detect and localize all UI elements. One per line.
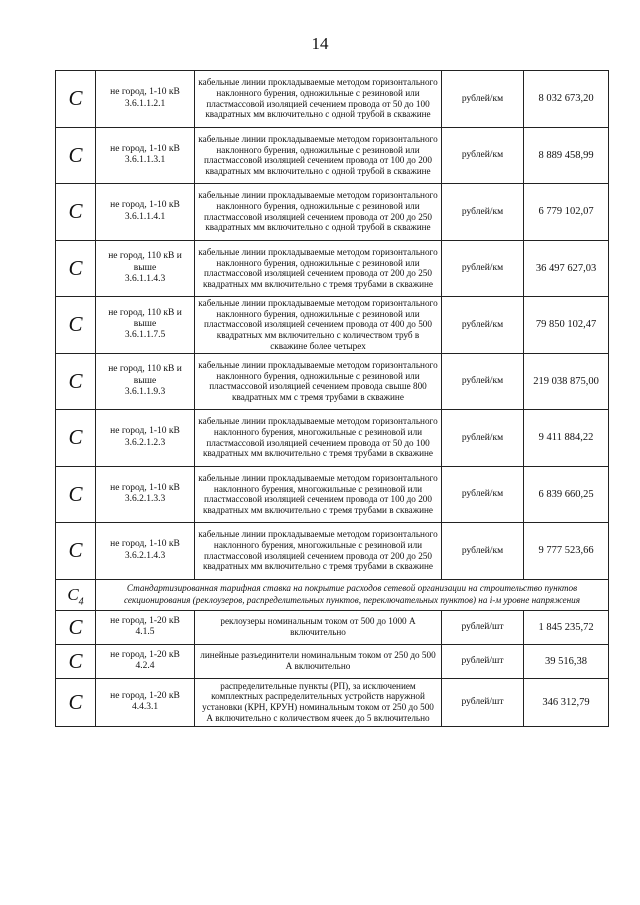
rate-value: 79 850 102,47	[524, 297, 609, 354]
rate-unit: рублей/шт	[442, 610, 524, 644]
rate-code-cell: не город, 1-10 кВ 3.6.2.1.3.3	[96, 466, 195, 523]
rate-code-cell: не город, 1-20 кВ 4.4.3.1	[96, 678, 195, 726]
rate-description: реклоузеры номинальным током от 500 до 1000 А включительно	[195, 610, 442, 644]
rate-symbol: C	[56, 610, 96, 644]
table-row	[56, 466, 609, 523]
table-row	[56, 240, 609, 297]
rate-description: кабельные линии прокладываемые методом горизонтального наклонного бурения, одножильные с резиновой или пластмассовой изоляцией сечением провода от 100 до 200 квадратных мм включительно с одной трубой в скважине	[195, 127, 442, 184]
rate-code-cell: не город, 1-20 кВ 4.1.5	[96, 610, 195, 644]
rate-value: 219 038 875,00	[524, 353, 609, 410]
rate-symbol: C	[56, 644, 96, 678]
rate-description: распределительные пункты (РП), за исключением комплектных распределительных устройств наружной установки (КРН, КРУН) номинальным током от 250 до 500 А включительно с количеством ячеек до 5 включительно	[195, 678, 442, 726]
rate-code-cell: не город, 1-10 кВ 3.6.2.1.2.3	[96, 410, 195, 467]
rate-value: 8 032 673,20	[524, 71, 609, 128]
rate-value: 36 497 627,03	[524, 240, 609, 297]
rate-code-cell: не город, 110 кВ и выше 3.6.1.1.4.3	[96, 240, 195, 297]
rate-description: кабельные линии прокладываемые методом горизонтального наклонного бурения, многожильные с резиновой или пластмассовой изоляцией сечением провода от 200 до 250 квадратных мм включительно с тремя трубами в скважине	[195, 523, 442, 580]
table-row	[56, 610, 609, 644]
table-row	[56, 297, 609, 354]
rate-value: 346 312,79	[524, 678, 609, 726]
section-symbol: $C_4$	[56, 579, 96, 610]
rate-code-cell: не город, 1-10 кВ 3.6.1.1.2.1	[96, 71, 195, 128]
rate-code-cell: не город, 110 кВ и выше 3.6.1.1.9.3	[96, 353, 195, 410]
rate-unit: рублей/км	[442, 410, 524, 467]
rate-value: 6 779 102,07	[524, 184, 609, 241]
rate-code-cell: не город, 1-10 кВ 3.6.1.1.3.1	[96, 127, 195, 184]
rate-unit: рублей/км	[442, 523, 524, 580]
rate-unit: рублей/км	[442, 353, 524, 410]
rate-symbol: C	[56, 184, 96, 241]
rate-symbol: C	[56, 127, 96, 184]
tariff-table	[55, 70, 609, 727]
rate-value: 6 839 660,25	[524, 466, 609, 523]
table-row	[56, 410, 609, 467]
page-number: 14	[311, 34, 329, 53]
rate-description: кабельные линии прокладываемые методом горизонтального наклонного бурения, многожильные с резиновой или пластмассовой изоляцией сечением провода от 100 до 200 квадратных мм включительно с тремя трубами в скважине	[195, 466, 442, 523]
rate-unit: рублей/км	[442, 240, 524, 297]
table-row	[56, 71, 609, 128]
table-row	[56, 523, 609, 580]
rate-unit: рублей/км	[442, 184, 524, 241]
rate-description: кабельные линии прокладываемые методом горизонтального наклонного бурения, многожильные с резиновой или пластмассовой изоляцией сечением провода от 50 до 100 квадратных мм включительно с тремя трубами в скважине	[195, 410, 442, 467]
rate-value: 9 777 523,66	[524, 523, 609, 580]
table-row	[56, 678, 609, 726]
rate-code-cell: не город, 1-10 кВ 3.6.1.1.4.1	[96, 184, 195, 241]
rate-symbol: C	[56, 71, 96, 128]
rate-symbol: C	[56, 297, 96, 354]
table-row	[56, 127, 609, 184]
table-row	[56, 184, 609, 241]
rate-code-cell: не город, 1-20 кВ 4.2.4	[96, 644, 195, 678]
section-symbol-subscript: 4	[78, 595, 84, 607]
table-row	[56, 353, 609, 410]
rate-symbol: C	[56, 466, 96, 523]
rate-description: кабельные линии прокладываемые методом горизонтального наклонного бурения, одножильные с резиновой или пластмассовой изоляцией сечением провода от 50 до 100 квадратных мм включительно с одной трубой в скважине	[195, 71, 442, 128]
rate-unit: рублей/км	[442, 127, 524, 184]
rate-unit: рублей/км	[442, 466, 524, 523]
rate-description: кабельные линии прокладываемые методом горизонтального наклонного бурения, одножильные с резиновой или пластмассовой изоляцией сечением провода от 200 до 250 квадратных мм включительно с одной трубой в скважине	[195, 184, 442, 241]
rate-symbol: C	[56, 523, 96, 580]
rate-code-cell: не город, 110 кВ и выше 3.6.1.1.7.5	[96, 297, 195, 354]
rate-code-cell: не город, 1-10 кВ 3.6.2.1.4.3	[96, 523, 195, 580]
rate-unit: рублей/шт	[442, 644, 524, 678]
rate-value: 8 889 458,99	[524, 127, 609, 184]
rate-description: кабельные линии прокладываемые методом горизонтального наклонного бурения, одножильные с резиновой или пластмассовой изоляцией сечением провода от 400 до 500 квадратных мм включительно с количеством труб в скважине более четырех	[195, 297, 442, 354]
rate-symbol: C	[56, 410, 96, 467]
rate-description: линейные разъединители номинальным током от 250 до 500 А включительно	[195, 644, 442, 678]
rate-description: кабельные линии прокладываемые методом горизонтального наклонного бурения, одножильные с резиновой или пластмассовой изоляцией сечением провода свыше 800 квадратных мм с тремя трубами в скважине	[195, 353, 442, 410]
rate-value: 39 516,38	[524, 644, 609, 678]
table-row	[56, 644, 609, 678]
rate-description: кабельные линии прокладываемые методом горизонтального наклонного бурения, одножильные с резиновой или пластмассовой изоляцией сечением провода от 200 до 250 квадратных мм включительно с тремя трубами в скважине	[195, 240, 442, 297]
section-title: Стандартизированная тарифная ставка на покрытие расходов сетевой организации на строительство пунктов секционирования (реклоузеров, распределительных пунктов, переключательных пунктов) на i-м уровне напряжения	[96, 579, 609, 610]
rate-unit: рублей/шт	[442, 678, 524, 726]
rate-value: 9 411 884,22	[524, 410, 609, 467]
rate-symbol: C	[56, 240, 96, 297]
rate-symbol: C	[56, 678, 96, 726]
rate-symbol: C	[56, 353, 96, 410]
rate-unit: рублей/км	[442, 71, 524, 128]
rate-value: 1 845 235,72	[524, 610, 609, 644]
rate-unit: рублей/км	[442, 297, 524, 354]
section-header-row	[56, 579, 609, 610]
